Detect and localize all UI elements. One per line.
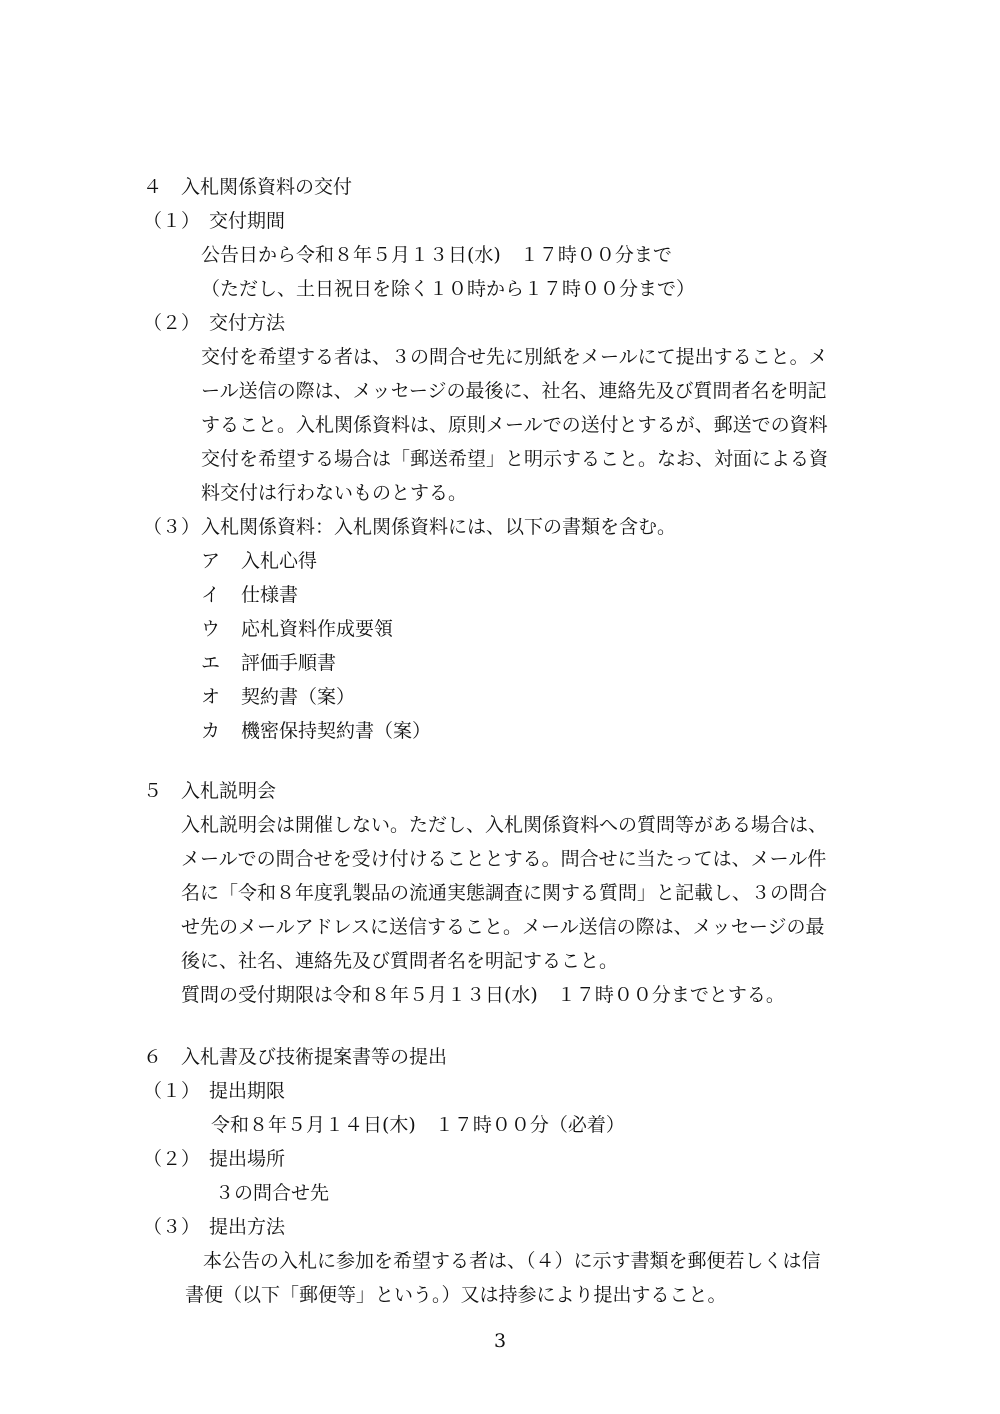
section-number: ６: [143, 1046, 163, 1068]
subsection-number: （３）: [143, 516, 201, 538]
subsection-number: （２）: [143, 1148, 201, 1170]
subsection-title: 入札関係資料：入札関係資料には、以下の書類を含む。: [201, 516, 677, 538]
subsection-number: （２）: [143, 312, 201, 334]
subsection-4-3-heading: [143, 514, 676, 540]
page-number: 3: [493, 1330, 507, 1352]
list-marker: オ: [201, 686, 221, 708]
subsection-4-2-heading: [143, 310, 285, 336]
list-marker: イ: [201, 584, 221, 606]
subsection-title: 提出期限: [209, 1080, 286, 1102]
subsection-number: （１）: [143, 1080, 201, 1102]
paragraph-line: メールでの問合せを受け付けることとする。問合せに当たっては、メール件: [181, 848, 827, 870]
paragraph-line: 名に「令和８年度乳製品の流通実態調査に関する質問」と記載し、３の問合: [181, 882, 828, 904]
section-number: ４: [143, 176, 163, 198]
list-item: [201, 718, 431, 744]
section-5-heading: [143, 778, 276, 804]
list-item: [201, 684, 355, 710]
paragraph-line: 本公告の入札に参加を希望する者は、（４）に示す書類を郵便若しくは信: [203, 1250, 821, 1272]
subsection-6-1-heading: [143, 1078, 285, 1104]
paragraph-line: ール送信の際は、メッセージの最後に、社名、連絡先及び質問者名を明記: [201, 380, 827, 402]
list-item: [201, 616, 393, 642]
list-text: 応札資料作成要領: [241, 618, 394, 640]
list-text: 入札心得: [241, 550, 318, 572]
section-number: ５: [143, 780, 163, 802]
paragraph-line: （ただし、土日祝日を除く１０時から１７時００分まで）: [201, 278, 696, 300]
list-marker: カ: [201, 720, 221, 742]
paragraph-line: 交付を希望する者は、３の問合せ先に別紙をメールにて提出すること。メ: [201, 346, 828, 368]
paragraph-line: 公告日から令和８年５月１３日(水) １７時００分まで: [201, 244, 672, 266]
paragraph-line: 料交付は行わないものとする。: [201, 482, 468, 504]
paragraph-line: すること。入札関係資料は、原則メールでの送付とするが、郵送での資料: [201, 414, 828, 436]
list-item: [201, 548, 317, 574]
section-title: 入札書及び技術提案書等の提出: [181, 1046, 448, 1068]
section-6-heading: [143, 1044, 447, 1070]
subsection-4-1-heading: [143, 208, 285, 234]
paragraph-line: 質問の受付期限は令和８年５月１３日(水) １７時００分までとする。: [181, 984, 785, 1006]
paragraph-line: 後に、社名、連絡先及び質問者名を明記すること。: [181, 950, 619, 972]
section-4-heading: [143, 174, 352, 200]
subsection-title: 提出方法: [209, 1216, 286, 1238]
list-text: 仕様書: [241, 584, 299, 606]
list-item: [201, 650, 336, 676]
list-item: [201, 582, 298, 608]
list-marker: エ: [201, 652, 221, 674]
subsection-title: 交付期間: [209, 210, 286, 232]
subsection-6-2-heading: [143, 1146, 285, 1172]
list-text: 機密保持契約書（案）: [241, 720, 432, 742]
section-title: 入札関係資料の交付: [181, 176, 353, 198]
subsection-title: 交付方法: [209, 312, 286, 334]
paragraph-line: 交付を希望する場合は「郵送希望」と明示すること。なお、対面による資: [201, 448, 829, 470]
list-text: 契約書（案）: [241, 686, 356, 708]
paragraph-line: ３の問合せ先: [215, 1182, 330, 1204]
subsection-number: （１）: [143, 210, 201, 232]
subsection-number: （３）: [143, 1216, 201, 1238]
paragraph-line: 令和８年５月１４日(木) １７時００分（必着）: [211, 1114, 625, 1136]
subsection-6-3-heading: [143, 1214, 285, 1240]
list-marker: ア: [201, 550, 221, 572]
list-marker: ウ: [201, 618, 221, 640]
list-text: 評価手順書: [241, 652, 337, 674]
subsection-title: 提出場所: [209, 1148, 286, 1170]
section-title: 入札説明会: [181, 780, 277, 802]
paragraph-line: せ先のメールアドレスに送信すること。メール送信の際は、メッセージの最: [181, 916, 825, 938]
paragraph-line: 書便（以下「郵便等」という。）又は持参により提出すること。: [185, 1284, 727, 1306]
paragraph-line: 入札説明会は開催しない。ただし、入札関係資料への質問等がある場合は、: [181, 814, 828, 836]
